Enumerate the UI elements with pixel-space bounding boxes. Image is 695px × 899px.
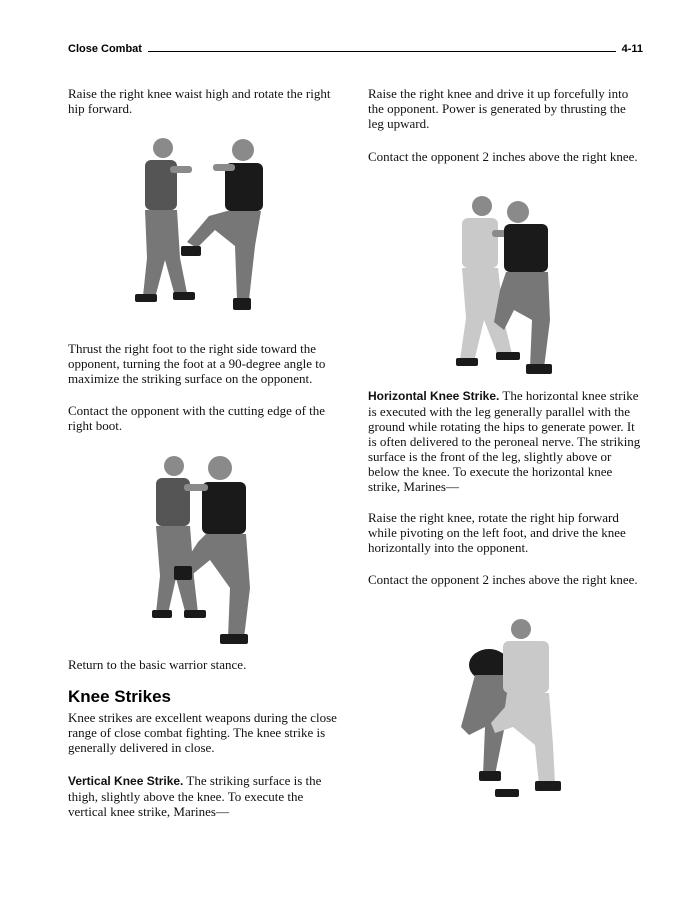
instruction-thrust-foot: Thrust the right foot to the right side toward the opponent, turning the foot at a 90-degree angle to maximize the striking surface on the opponent. bbox=[68, 341, 326, 386]
instruction-drive-knee: Raise the right knee and drive it up forcefully into the opponent. Power is generated by thrusting the leg upward. bbox=[368, 86, 629, 131]
photo-horizontal-knee-strike bbox=[455, 615, 570, 805]
running-header bbox=[68, 43, 643, 59]
instruction-contact-2-inches: Contact the opponent 2 inches above the right knee. bbox=[368, 149, 638, 164]
section-heading-knee-strikes: Knee Strikes bbox=[68, 687, 171, 706]
horizontal-knee-strike-text: The horizontal knee strike is executed with the leg generally parallel with the ground while rotating the hips to generate power. It is often delivered to the peroneal nerve. The striking surface is the front of the leg, slightly above or below the knee. To execute the horizontal knee strike, Marines— bbox=[368, 388, 641, 494]
instruction-rotate-hip: Raise the right knee, rotate the right hip forward while pivoting on the left foot, and drive the knee horizontally into the opponent. bbox=[368, 510, 626, 555]
instruction-contact-2-inches-horizontal: Contact the opponent 2 inches above the right knee. bbox=[368, 572, 638, 587]
instruction-raise-knee: Raise the right knee waist high and rotate the right hip forward. bbox=[68, 86, 331, 116]
chapter-title: Close Combat bbox=[68, 43, 148, 55]
instruction-contact-boot: Contact the opponent with the cutting edge of the right boot. bbox=[68, 403, 326, 433]
vertical-knee-strike-paragraph bbox=[68, 773, 343, 819]
photo-vertical-knee-strike bbox=[448, 190, 558, 380]
knee-strikes-intro: Knee strikes are excellent weapons during the close range of close combat fighting. The knee strike is generally delivered in close. bbox=[68, 710, 337, 755]
horizontal-knee-strike-runin: Horizontal Knee Strike. bbox=[368, 389, 500, 403]
photo-side-kick bbox=[140, 448, 270, 648]
horizontal-knee-strike-paragraph bbox=[368, 388, 643, 494]
photo-knee-raise bbox=[125, 128, 290, 323]
instruction-return-stance: Return to the basic warrior stance. bbox=[68, 657, 247, 672]
page-number: 4-11 bbox=[616, 43, 643, 55]
vertical-knee-strike-text: The striking surface is the thigh, slightly above the knee. To execute the vertical knee strike, Marines— bbox=[68, 773, 322, 819]
header-rule bbox=[68, 51, 643, 52]
vertical-knee-strike-runin: Vertical Knee Strike. bbox=[68, 774, 184, 788]
